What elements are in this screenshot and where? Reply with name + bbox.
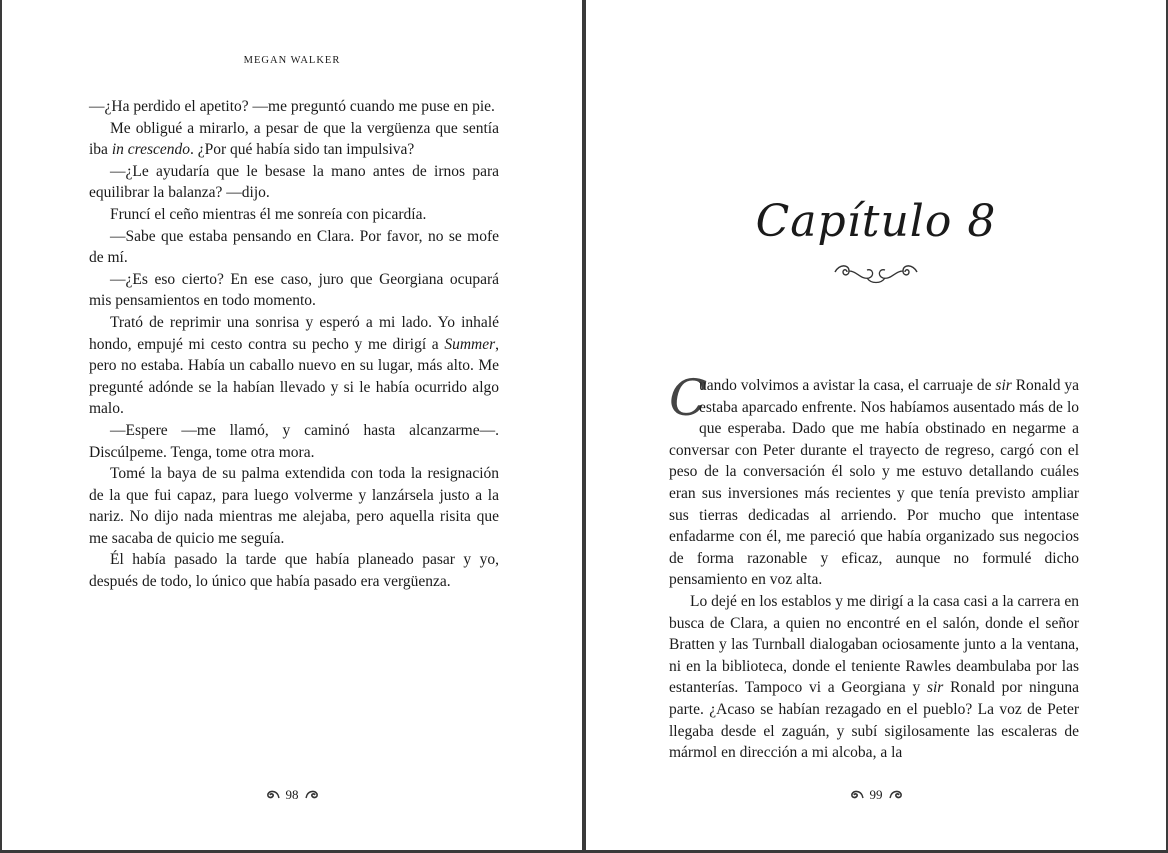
page-number: 98 bbox=[285, 787, 299, 802]
paragraph: Tomé la baya de su palma extendida con toda la resignación de la que fui capaz, para luego volverme y lanzársela justo a la nariz. No dijo nada mientras me alejaba, pero aquella risita que me sacaba de quicio me seguía. bbox=[89, 465, 499, 547]
right-page-body bbox=[669, 369, 1080, 764]
swirl-right-icon bbox=[305, 789, 321, 801]
running-head: MEGAN WALKER bbox=[243, 55, 341, 66]
page-number-left bbox=[2, 787, 582, 803]
drop-cap: C bbox=[669, 369, 708, 427]
paragraph: —Sabe que estaba pensando en Clara. Por favor, no se mofe de mí. bbox=[89, 227, 499, 267]
swirl-right-icon bbox=[889, 789, 905, 801]
paragraph: Lo dejé en los establos y me dirigí a la casa casi a la carrera en busca de Clara, a quien no encontré en el salón, donde el señor Bratten y las Turnball dialogaban ociosamente junto a la ventana, ni en la biblioteca, donde el teniente Rawles deambulaba por las estanterías. Tampoco vi a Georgiana y sir Ronald por ninguna parte. ¿Acaso se habían rezagado en el pueblo? La voz de Peter llegaba desde el zaguán, y subí sigilosamente las escaleras de mármol en dirección a mi alcoba, a la bbox=[669, 592, 1079, 762]
paragraph: —Espere —me llamó, y caminó hasta alcanzarme—. Discúlpeme. Tenga, tome otra mora. bbox=[89, 421, 499, 461]
flourish-ornament-icon bbox=[831, 258, 921, 288]
paragraph: —¿Ha perdido el apetito? —me preguntó cuando me puse en pie. bbox=[89, 98, 495, 115]
italic-text: sir bbox=[926, 679, 944, 697]
paragraph: C uando volvimos a avistar la casa, el carruaje de sir Ronald ya estaba aparcado enfrente. Nos habíamos ausentado más de lo que esperaba. Dado que me había obstinado en negarme a conversar con Peter durante el trayecto de regreso, cargó con el peso de la conversación él solo y me estuvo detallando cuáles eran sus inversiones más recientes y que tenía previsto ampliar sus tierras dedicadas al arriendo. Por mucho que intentase enfadarme con él, me pareció que había organizado sus negocios de forma razonable y eficaz, aunque no formulé dicho pensamiento en voz alta. bbox=[669, 369, 1080, 589]
italic-text: in crescendo bbox=[111, 141, 191, 159]
paragraph: Trató de reprimir una sonrisa y esperó a mi lado. Yo inhalé hondo, empujé mi cesto contra su pecho y me dirigí a Summer, pero no estaba. Había un caballo nuevo en su lugar, más alto. Me pregunté adónde se la habían llevado y si le había ocurrido algo malo. bbox=[89, 313, 499, 418]
chapter-title: Capítulo 8 bbox=[755, 196, 997, 247]
paragraph: Fruncí el ceño mientras él me sonreía con picardía. bbox=[110, 205, 427, 223]
left-page-body bbox=[89, 96, 499, 593]
paragraph: Él había pasado la tarde que había planeado pasar y yo, después de todo, lo único que había pasado era vergüenza. bbox=[89, 551, 499, 591]
paragraph: Me obligué a mirarlo, a pesar de que la vergüenza que sentía iba in crescendo. ¿Por qué había sido tan impulsiva? bbox=[89, 119, 499, 159]
italic-text: Summer bbox=[444, 335, 496, 353]
swirl-left-icon bbox=[264, 789, 280, 801]
paragraph: —¿Le ayudaría que le besase la mano antes de irnos para equilibrar la balanza? —dijo. bbox=[89, 162, 499, 202]
page-number-right bbox=[586, 787, 1166, 803]
paragraph: —¿Es eso cierto? En ese caso, juro que Georgiana ocupará mis pensamientos en todo momento. bbox=[89, 270, 499, 310]
swirl-left-icon bbox=[848, 789, 864, 801]
page-number: 99 bbox=[869, 787, 883, 802]
italic-text: sir bbox=[995, 377, 1012, 394]
right-page bbox=[586, 0, 1166, 850]
left-page bbox=[2, 0, 582, 850]
